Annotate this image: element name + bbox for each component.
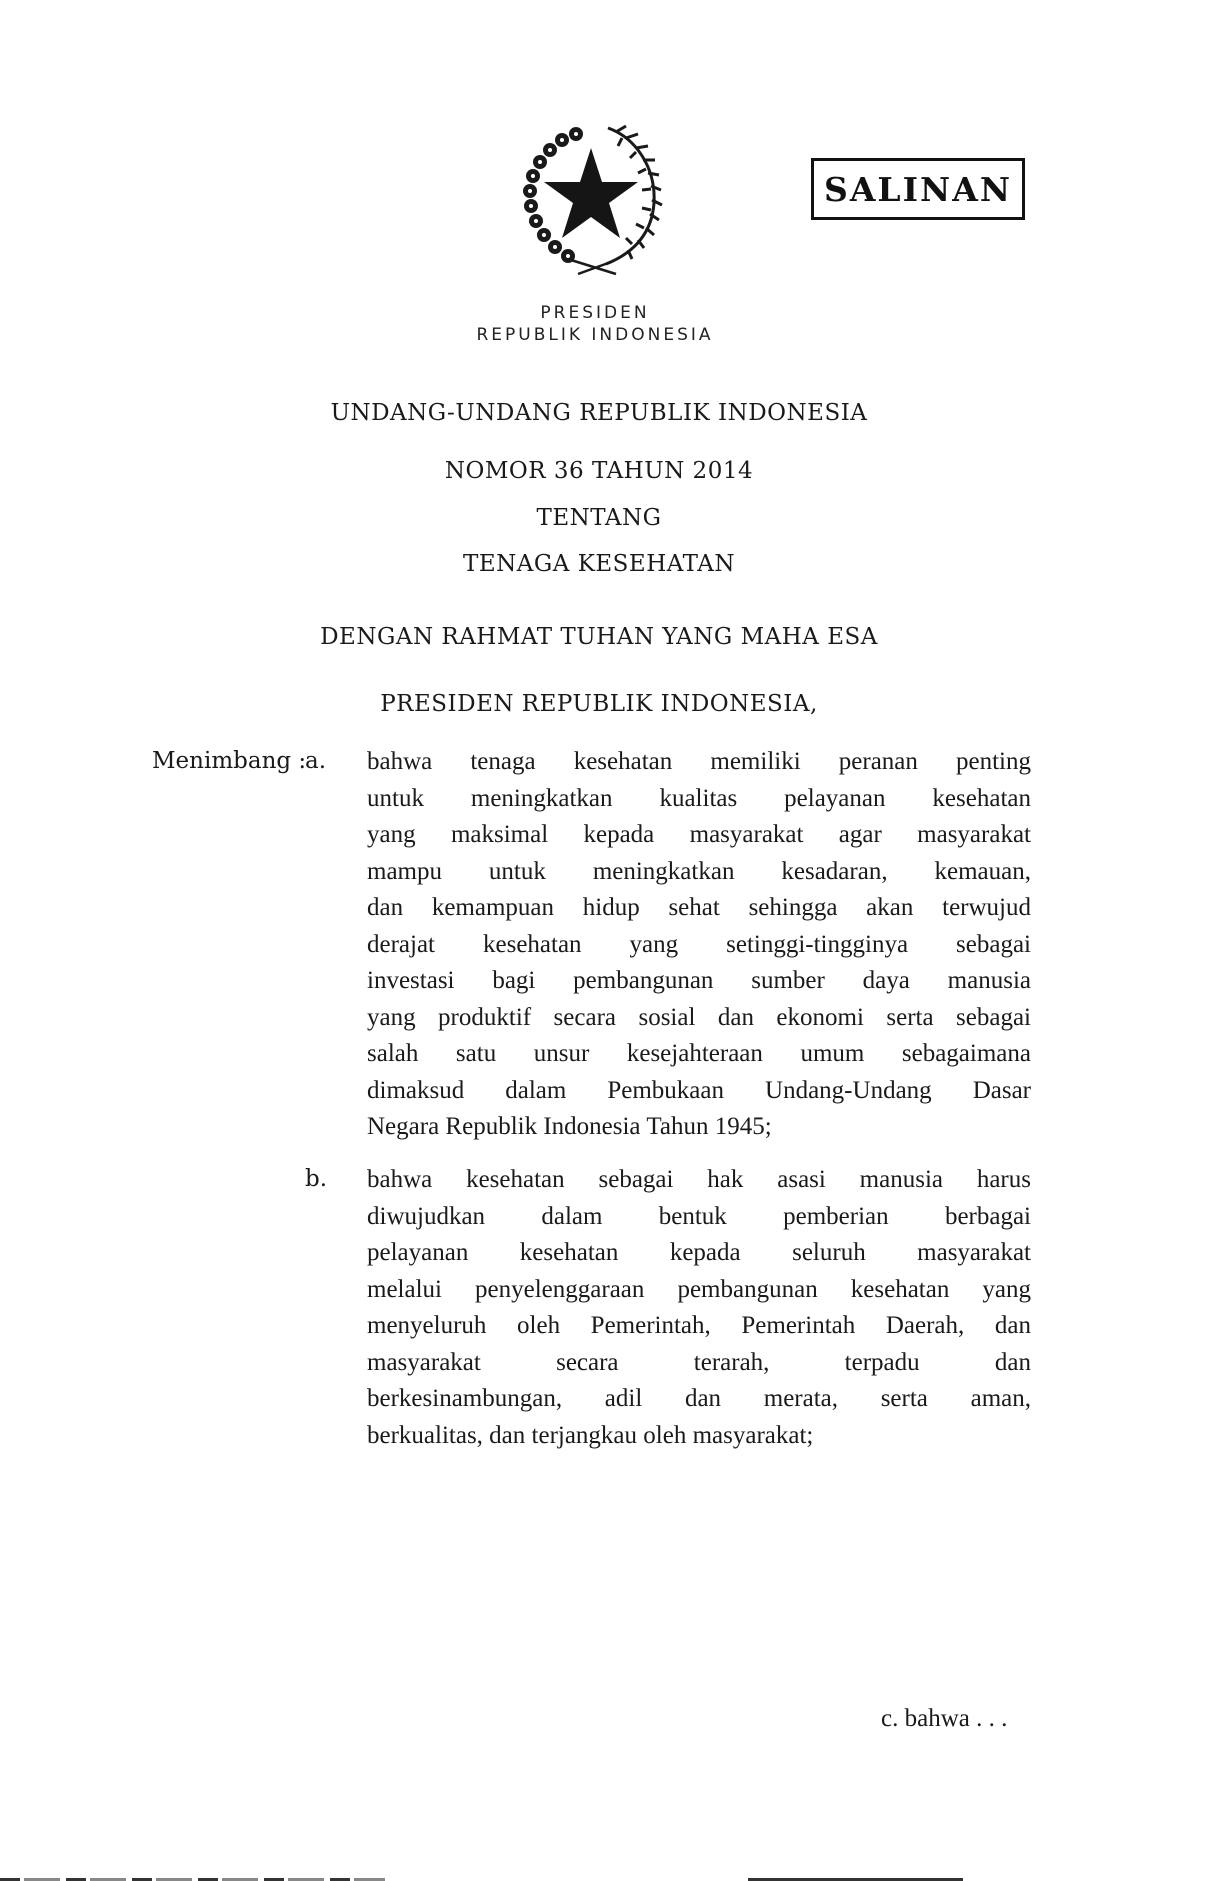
clause-line: mampu untuk meningkatkan kesadaran, kemauan, [367,857,1031,885]
salinan-stamp [811,158,1025,220]
clause-line: salah satu unsur kesejahteraan umum sebagaimana [367,1040,1031,1067]
clause-line: berkesinambungan, adil dan merata, serta aman, [367,1385,1031,1412]
clause-line: yang produktif secara sosial dan ekonomi serta sebagai [367,1003,1031,1031]
authority-heading: PRESIDEN REPUBLIK INDONESIA, [380,691,818,717]
clause-marker: a. [305,748,327,774]
clause-line: derajat kesehatan yang setinggi-tingginya sebagai [367,930,1031,958]
clause-line: melalui penyelenggaraan pembangunan kesehatan yang [367,1275,1031,1303]
letterhead-line-president: PRESIDEN [540,303,650,323]
continuation-marker: c. bahwa . . . [881,1705,1008,1732]
clause-line: berkualitas, dan terjangkau oleh masyarakat; [367,1421,814,1449]
subject-heading: TENAGA KESEHATAN [463,551,735,577]
clause-line: pelayanan kesehatan kepada seluruh masyarakat [367,1239,1031,1266]
salinan-label: SALINAN [823,169,1012,209]
letterhead-line-republic: REPUBLIK INDONESIA [476,325,714,345]
clause-line: bahwa kesehatan sebagai hak asasi manusia harus [367,1166,1031,1193]
clause-line: investasi bagi pembangunan sumber daya manusia [367,967,1031,994]
clause-line: masyarakat secara terarah, terpadu dan [367,1348,1031,1376]
invocation-heading: DENGAN RAHMAT TUHAN YANG MAHA ESA [320,624,878,650]
clause-line: dimaksud dalam Pembukaan Undang-Undang Dasar [367,1076,1031,1104]
clause-line: Negara Republik Indonesia Tahun 1945; [367,1113,772,1140]
law-type-heading: UNDANG-UNDANG REPUBLIK INDONESIA [330,400,868,426]
clause-line: bahwa tenaga kesehatan memiliki peranan penting [367,748,1031,775]
considering-label: Menimbang : [152,748,307,774]
clause-text [367,744,1031,1146]
law-number-heading: NOMOR 36 TAHUN 2014 [444,458,754,484]
clause-line: untuk meningkatkan kualitas pelayanan kesehatan [367,784,1031,812]
clause-line: dan kemampuan hidup sehat sehingga akan terwujud [367,894,1031,921]
presidential-emblem-icon [516,118,666,276]
clause-line: yang maksimal kepada masyarakat agar masyarakat [367,821,1031,848]
clause-line: menyeluruh oleh Pemerintah, Pemerintah Daerah, dan [367,1312,1031,1339]
about-heading: TENTANG [536,505,662,531]
clause-marker: b. [305,1166,328,1192]
clause-text [367,1162,1031,1454]
clause-line: diwujudkan dalam bentuk pemberian berbagai [367,1202,1031,1230]
